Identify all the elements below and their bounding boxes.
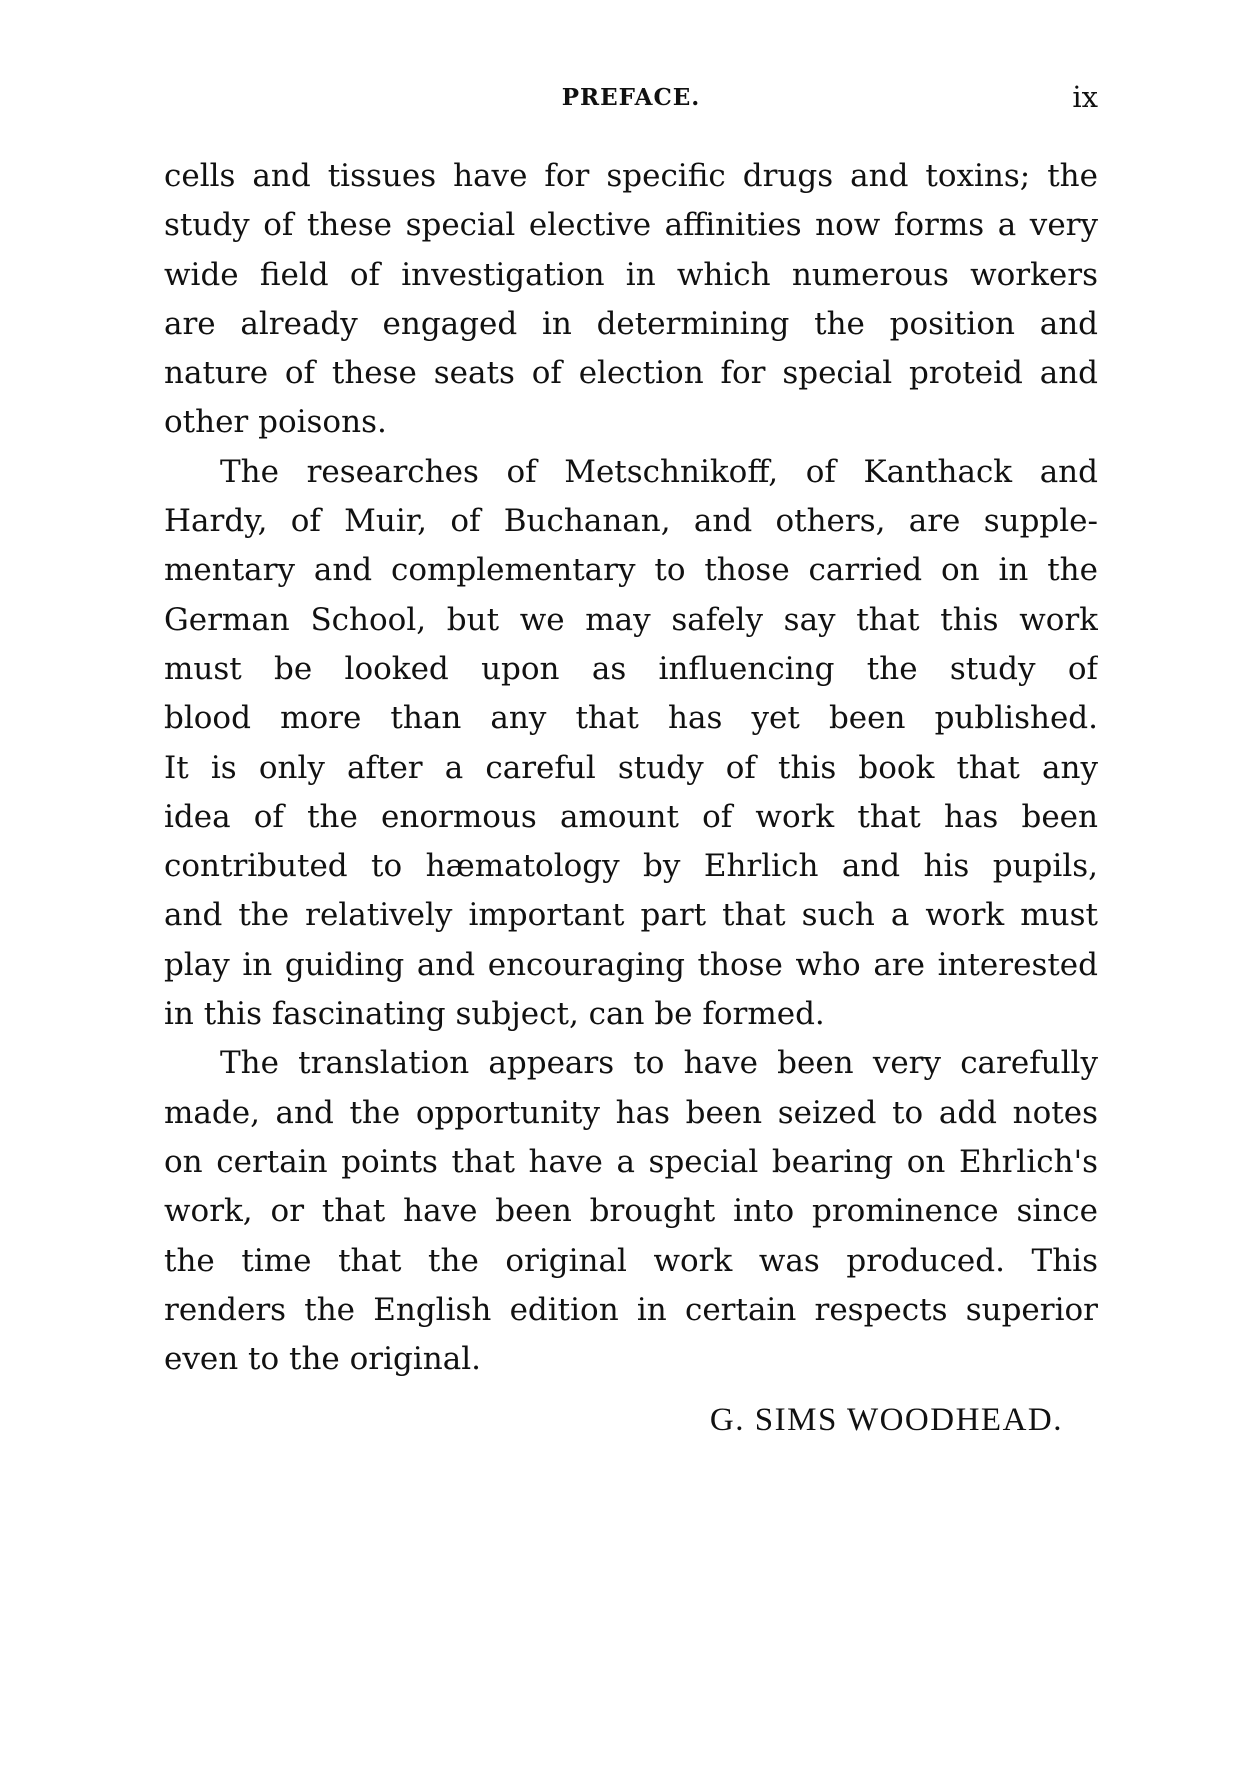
text-line: It is only after a careful study of this book that any	[164, 749, 1098, 786]
text-line: mentary and complementary to those carried on in the	[164, 552, 1098, 589]
running-head	[164, 80, 1098, 124]
text-line: cells and tissues have for specific drugs and toxins; the	[164, 158, 1098, 194]
text-line: wide field of investigation in which numerous workers	[164, 256, 1098, 293]
text-line: study of these special elective affinities now forms a very	[164, 207, 1098, 244]
author-signature: G. SIMS WOODHEAD.	[709, 1402, 1063, 1438]
text-line: in this fascinating subject, can be formed.	[164, 996, 825, 1033]
text-line: nature of these seats of election for special proteid and	[164, 355, 1098, 392]
text-line: idea of the enormous amount of work that has been	[164, 798, 1098, 835]
text-line: the time that the original work was produced. This	[164, 1242, 1098, 1279]
text-line: made, and the opportunity has been seized to add notes	[164, 1094, 1098, 1131]
body-text	[164, 152, 1098, 1384]
text-line: Hardy, of Muir, of Buchanan, and others, are supple-	[164, 503, 1098, 540]
text-line: even to the original.	[164, 1341, 481, 1378]
text-line: on certain points that have a special bearing on Ehrlich's	[164, 1143, 1098, 1180]
page-number: ix	[1072, 80, 1098, 114]
text-line: blood more than any that has yet been published.	[164, 700, 1098, 737]
text-line: renders the English edition in certain respects superior	[164, 1291, 1098, 1328]
text-line: German School, but we may safely say that this work	[164, 601, 1098, 638]
text-line: The translation appears to have been very carefully	[220, 1045, 1098, 1082]
text-line: contributed to hæmatology by Ehrlich and his pupils,	[164, 848, 1098, 885]
running-title: PREFACE.	[561, 84, 701, 111]
text-line: and the relatively important part that such a work must	[164, 897, 1098, 934]
text-line: work, or that have been brought into prominence since	[164, 1193, 1098, 1230]
text-line: play in guiding and encouraging those who are interested	[164, 946, 1098, 983]
text-line: are already engaged in determining the position and	[164, 305, 1098, 342]
text-line: The researches of Metschnikoff, of Kanthack and	[220, 453, 1098, 490]
text-line: other poisons.	[164, 404, 387, 441]
text-line: must be looked upon as influencing the study of	[164, 650, 1098, 687]
